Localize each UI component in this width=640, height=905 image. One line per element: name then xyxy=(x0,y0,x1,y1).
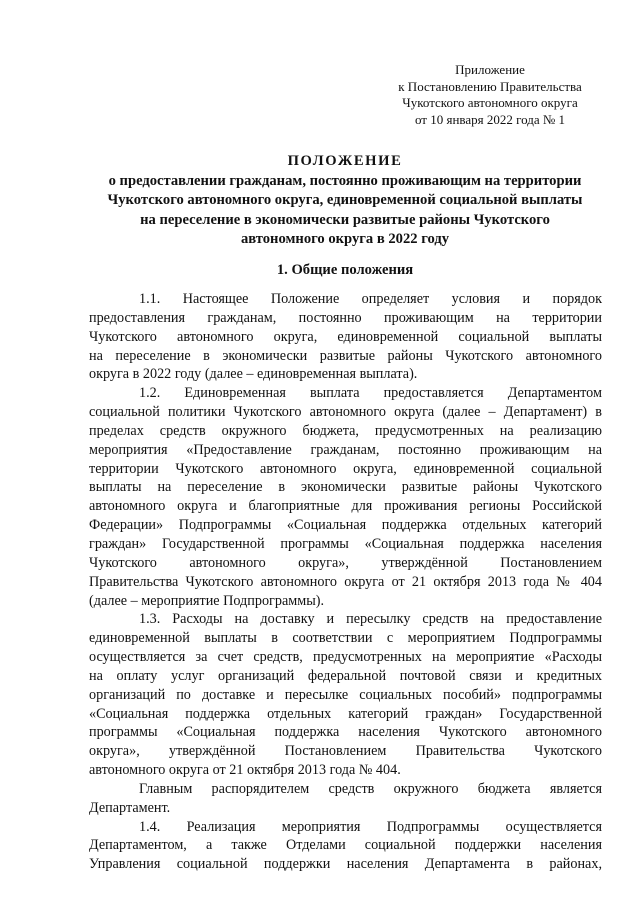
body-line: на переселение в экономически развитые районы Чукотского автономного xyxy=(89,347,602,364)
body-line: на оплату услуг организаций федеральной почтовой связи и кредитных xyxy=(89,667,602,684)
body-line: округа в 2022 году (далее – единовременная выплата). xyxy=(89,366,418,383)
body-line: Чукотского автономного округа, единовременной социальной выплаты xyxy=(89,328,602,345)
body-line: выплаты на переселение в экономически развитые районы Чукотского xyxy=(89,479,602,496)
body-line: Чукотского автономного округа», утверждённой Постановлением xyxy=(89,554,602,571)
appendix-line: Приложение xyxy=(455,62,525,77)
appendix-note xyxy=(395,62,585,128)
body-line: граждан» Государственной программы «Социальная поддержка населения xyxy=(89,535,602,552)
body-line: предоставления гражданам, постоянно проживающим на территории xyxy=(89,309,602,326)
body-line: единовременной выплаты в соответствии с мероприятием Подпрограммы xyxy=(89,630,602,647)
title-line: Чукотского автономного округа, единовременной социальной выплаты xyxy=(107,192,583,209)
body-line: пределах средств окружного бюджета, предусмотренных на реализацию xyxy=(89,422,602,439)
body-line: (далее – мероприятие Подпрограммы). xyxy=(89,592,325,609)
appendix-line: Чукотского автономного округа xyxy=(402,95,578,111)
body-line: округа», утверждённой Постановлением Правительства Чукотского xyxy=(89,743,602,760)
appendix-line: к Постановлению Правительства xyxy=(398,78,582,94)
body-line: 1.4. Реализация мероприятия Подпрограммы осуществляется xyxy=(139,818,602,835)
body-line: Департаментом, а также Отделами социальной поддержки населения xyxy=(89,837,602,854)
title-heading: ПОЛОЖЕНИЕ xyxy=(287,153,403,169)
title-line: на переселение в экономически развитые районы Чукотского xyxy=(140,211,550,228)
body-line: 1.1. Настоящее Положение определяет условия и порядок xyxy=(139,291,602,307)
body-line: осуществляется за счет средств, предусмотренных на мероприятие «Расходы xyxy=(89,649,602,666)
body-line: автономного округа и благоприятные для проживания регионы Российской xyxy=(89,498,602,515)
body-line: социальной политики Чукотского автономного округа (далее – Департамент) в xyxy=(89,404,602,421)
body-line: мероприятия «Предоставление гражданам, постоянно проживающим на xyxy=(89,441,602,458)
section-title: 1. Общие положения xyxy=(276,262,414,278)
body-line: Правительства Чукотского автономного округа от 21 октября 2013 года № 404 xyxy=(89,573,602,590)
title-line: автономного округа в 2022 году xyxy=(240,231,450,248)
body-line: программы «Социальная поддержка населения Чукотского автономного xyxy=(89,724,602,741)
body-line: 1.2. Единовременная выплата предоставляется Департаментом xyxy=(139,385,602,402)
title-line: о предоставлении гражданам, постоянно проживающим на территории xyxy=(108,172,582,189)
body-line: автономного округа от 21 октября 2013 года № 404. xyxy=(89,762,401,779)
body-line: Департамент. xyxy=(89,799,171,816)
body-line: территории Чукотского автономного округа, единовременной социальной xyxy=(89,460,602,477)
document-body xyxy=(89,290,602,874)
body-line: организаций по доставке и пересылке социальных пособий» подпрограммы xyxy=(89,686,602,703)
body-line: Федерации» Подпрограммы «Социальная поддержка отдельных категорий xyxy=(89,517,602,534)
body-line: 1.3. Расходы на доставку и пересылку средств на предоставление xyxy=(139,611,602,628)
body-line: «Социальная поддержка отдельных категорий граждан» Государственной xyxy=(89,705,602,722)
document-title xyxy=(88,152,602,250)
body-line: Главным распорядителем средств окружного бюджета является xyxy=(139,780,602,797)
appendix-line: от 10 января 2022 года № 1 xyxy=(414,111,566,127)
body-line: Управления социальной поддержки населения Департамента в районах, xyxy=(89,856,602,873)
